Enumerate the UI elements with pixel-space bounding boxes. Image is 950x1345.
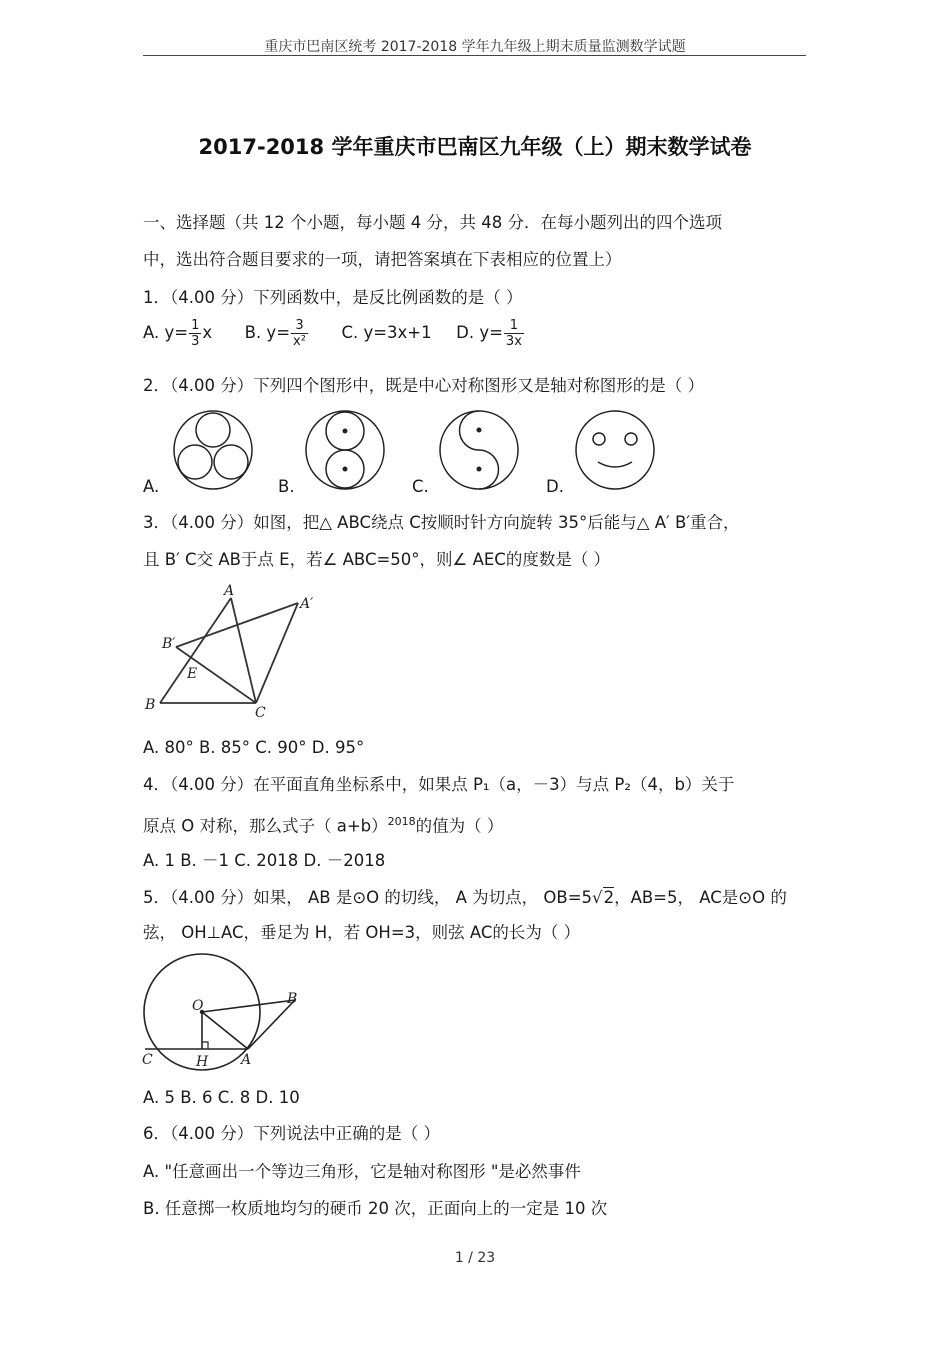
segment-a2c [256,603,298,703]
q6-stem: 6．（4.00 分）下列说法中正确的是（ ） [143,1124,440,1143]
q3-rotation-figure [140,582,340,722]
q1-d-denominator: 3x [505,334,522,349]
q1-option-b-label: B. y= [244,323,291,342]
q5-line-1 [143,887,787,909]
q1-option-c: C. y=3x+1 [341,323,432,342]
page-header: 重庆市巴南区统考 2017-2018 学年九年级上期末质量监测数学试题 [264,39,686,55]
q5-line-1-end: ，AB=5， AC是⊙O 的 [614,888,787,907]
q4-line-1: 4．（4.00 分）在平面直角坐标系中，如果点 P₁（a，－3）与点 P₂（4，b）关于 [143,775,735,794]
q2-figure-a [170,408,260,492]
q2-figure-b [302,408,392,492]
q1-b-numerator: 3 [291,318,308,334]
q1-option-d-fraction [504,318,524,349]
segment-b2a2 [176,603,298,647]
q1-d-numerator: 1 [504,318,524,334]
q6-option-b: B. 任意掷一枚质地均匀的硬币 20 次，正面向上的一定是 10 次 [143,1199,608,1218]
label-point-a: A [224,583,235,599]
q6-option-a: A. "任意画出一个等边三角形，它是轴对称图形 "是必然事件 [143,1162,581,1181]
q1-a-denominator: 3 [191,334,200,349]
q5-sqrt-sign: √ [592,888,603,907]
q2-label-a: A. [143,477,160,496]
label-point-c: C [255,705,266,721]
segment-oa [202,1012,248,1049]
segment-ob [202,1000,295,1012]
page-number: 1 / 23 [454,1250,496,1266]
q1-stem: 1．（4.00 分）下列函数中，是反比例函数的是（ ） [143,288,523,307]
q1-a-numerator: 1 [191,318,200,333]
q4-line-2 [143,811,503,838]
q4-line-2-end: 的值为（ ） [415,816,504,836]
q2-label-b: B. [278,477,295,496]
q3-line-2: 且 B′ C交 AB于点 E，若∠ ABC=50°，则∠ AEC的度数是（ ） [143,550,611,569]
q1-options [143,318,525,358]
label-point-e: E [187,666,198,682]
q5-line-1-start: 5．（4.00 分）如果， AB 是⊙O 的切线， A 为切点， OB=5 [143,888,593,907]
q3-options: A. 80° B. 85° C. 90° D. 95° [143,738,365,757]
label-point-h: H [196,1054,209,1070]
section-intro-line-1: 一、选择题（共 12 个小题，每小题 4 分，共 48 分．在每小题列出的四个选项 [143,213,722,232]
exam-title: 2017-2018 学年重庆市巴南区九年级（上）期末数学试卷 [198,135,752,159]
label-point-c: C [142,1052,153,1068]
q3-line-1: 3．（4.00 分）如图，把△ ABC绕点 C按顺时针方向旋转 35°后能与△ A′ B′重合， [143,513,740,532]
q1-option-a-tail: x [202,323,213,342]
label-point-a-prime: A′ [300,596,314,612]
q2-label-d: D. [546,477,564,496]
q1-option-a-label: A. y= [143,323,189,342]
label-point-b-prime: B′ [162,636,176,652]
label-point-a: A [241,1052,252,1068]
q2-label-c: C. [412,477,429,496]
q1-option-d-label: D. y= [456,323,503,342]
label-point-o: O [192,998,204,1014]
q5-options: A. 5 B. 6 C. 8 D. 10 [143,1088,300,1107]
q5-sqrt-radicand: 2 [603,888,615,907]
right-angle-mark [202,1042,208,1049]
q4-exponent: 2018 [387,815,416,828]
label-point-b: B [287,991,298,1007]
q2-figure-c [436,408,526,492]
q4-line-2-start: 原点 O 对称，那么式子（ a+b） [143,816,388,836]
q5-circle-figure [140,952,320,1077]
q1-b-denominator: x² [293,334,306,349]
header-divider [143,55,806,56]
q1-option-b-fraction [291,318,308,349]
section-intro-line-2: 中，选出符合题目要求的一项，请把答案填在下表相应的位置上） [143,250,622,269]
q5-line-2: 弦， OH⊥AC，垂足为 H，若 OH=3，则弦 AC的长为（ ） [143,923,581,942]
q2-stem: 2．（4.00 分）下列四个图形中，既是中心对称图形又是轴对称图形的是（ ） [143,376,704,395]
label-point-b: B [145,697,156,713]
tangent-ab [248,1000,295,1049]
q1-option-a-fraction [189,318,201,349]
q4-options: A. 1 B. －1 C. 2018 D. －2018 [143,851,386,870]
q2-figure-d [572,408,662,492]
